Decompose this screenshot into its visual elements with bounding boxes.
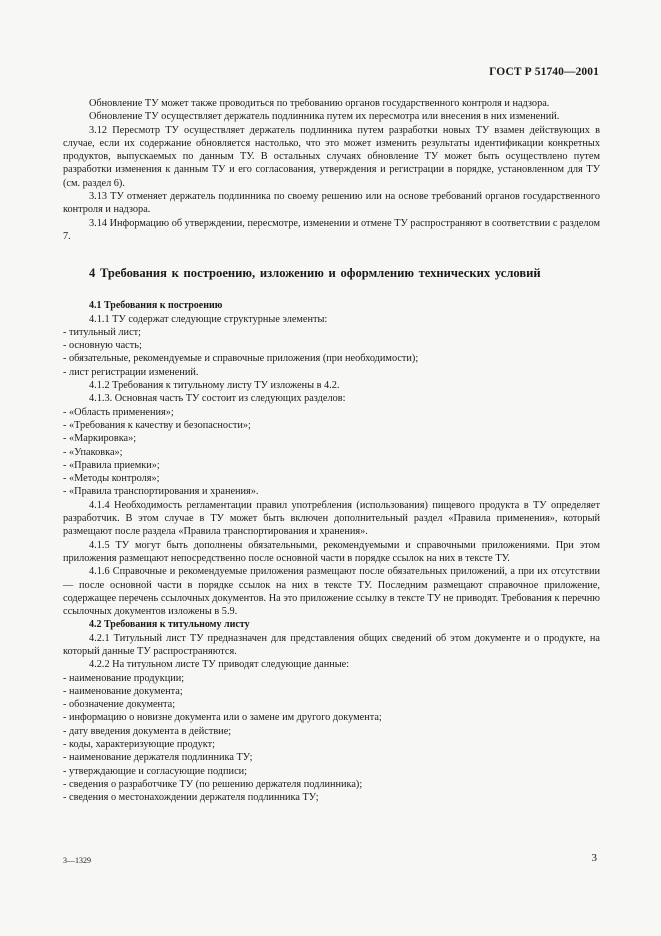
paragraph-4-1-2: 4.1.2 Требования к титульному листу ТУ изложены в 4.2. (89, 380, 340, 392)
paragraph-3-12: 3.12 Пересмотр ТУ осуществляет держатель подлинника путем разработки новых ТУ взамен действующих в случае, если их содержание обновляется настолько, что это может изменить результаты идентификации конкретных продуктов, выпускаемых по данным ТУ. В остальных случаях обновление ТУ может быть осуществлено путем разработки изменения к данным ТУ и его согласования, утверждения и регистрации в порядке, установленном для ТУ (см. раздел 6). (63, 124, 600, 189)
section-4-heading: 4 Требования к построению, изложению и оформлению технических условий (89, 266, 541, 281)
list-item: - сведения о разработчике ТУ (по решению держателя подлинника); (63, 778, 363, 790)
list-item: - «Правила транспортирования и хранения». (63, 486, 259, 498)
paragraph-4-1-5: 4.1.5 ТУ могут быть дополнены обязательными, рекомендуемыми и справочными приложениями. При этом приложения размещают непосредственно после основной части в порядке ссылок на них в тексте ТУ. (63, 539, 600, 564)
list-item: - наименование держателя подлинника ТУ; (63, 752, 253, 764)
list-item: - «Маркировка»; (63, 433, 137, 445)
list-item: - основную часть; (63, 340, 142, 352)
paragraph-4-2-1: 4.2.1 Титульный лист ТУ предназначен для представления общих сведений об этом документе и о продукте, на который данные ТУ распространяются. (63, 632, 600, 657)
paragraph-4-1-6: 4.1.6 Справочные и рекомендуемые приложения размещают после обязательных приложений, а при их отсутствии — после основной части в порядке ссылок на них в тексте ТУ. Последним размещают справочное приложение, содержащее перечень ссылочных документов. На это приложение ссылку в тексте ТУ не приводят. Требования к перечню ссылочных документов изложены в 5.9. (63, 566, 600, 618)
list-item: - лист регистрации изменений. (63, 366, 199, 378)
paragraph-3-14: 3.14 Информацию об утверждении, пересмотре, изменении и отмене ТУ распространяют в соответствии с разделом 7. (63, 217, 600, 242)
list-item: - «Методы контроля»; (63, 473, 160, 485)
list-item: - наименование документа; (63, 685, 183, 697)
page-number: 3 (591, 852, 597, 864)
paragraph-4-2-2: 4.2.2 На титульном листе ТУ приводят следующие данные: (89, 659, 350, 671)
list-item: - обязательные, рекомендуемые и справочные приложения (при необходимости); (63, 353, 419, 365)
list-item: - «Область применения»; (63, 406, 174, 418)
list-item: - «Правила приемки»; (63, 459, 160, 471)
paragraph-3-13: 3.13 ТУ отменяет держатель подлинника по своему решению или на основе требований органов государственного контроля и надзора. (63, 191, 600, 216)
document-code: ГОСТ Р 51740—2001 (489, 66, 599, 78)
print-mark: 3—1329 (63, 856, 91, 865)
page-body (63, 97, 600, 805)
list-item: - коды, характеризующие продукт; (63, 739, 215, 751)
subsection-4-1-heading: 4.1 Требования к построению (89, 300, 223, 312)
list-item: - утверждающие и согласующие подписи; (63, 765, 248, 777)
paragraph-4-1-1: 4.1.1 ТУ содержат следующие структурные элементы: (89, 313, 328, 325)
list-item: - титульный лист; (63, 326, 142, 338)
list-item: - информацию о новизне документа или о замене им другого документа; (63, 712, 382, 724)
paragraph-4-1-3: 4.1.3. Основная часть ТУ состоит из следующих разделов: (89, 393, 346, 405)
list-item: - «Требования к качеству и безопасности»; (63, 419, 251, 431)
subsection-4-2-heading: 4.2 Требования к титульному листу (89, 619, 250, 631)
list-item: - обозначение документа; (63, 699, 176, 711)
list-item: - «Упаковка»; (63, 446, 123, 458)
paragraph-4-1-4: 4.1.4 Необходимость регламентации правил употребления (использования) пищевого продукта в ТУ определяет разработчик. В этом случае в ТУ может быть включен дополнительный раздел «Правила применения», который размещают после раздела «Правила транспортирования и хранения». (63, 499, 600, 538)
list-item: - наименование продукции; (63, 672, 185, 684)
list-item: - дату введения документа в действие; (63, 725, 232, 737)
paragraph: Обновление ТУ может также проводиться по требованию органов государственного контроля и надзора. (89, 98, 550, 109)
paragraph: Обновление ТУ осуществляет держатель подлинника путем их пересмотра или внесения в них изменений. (89, 111, 560, 123)
list-item: - сведения о местонахождении держателя подлинника ТУ; (63, 792, 319, 804)
